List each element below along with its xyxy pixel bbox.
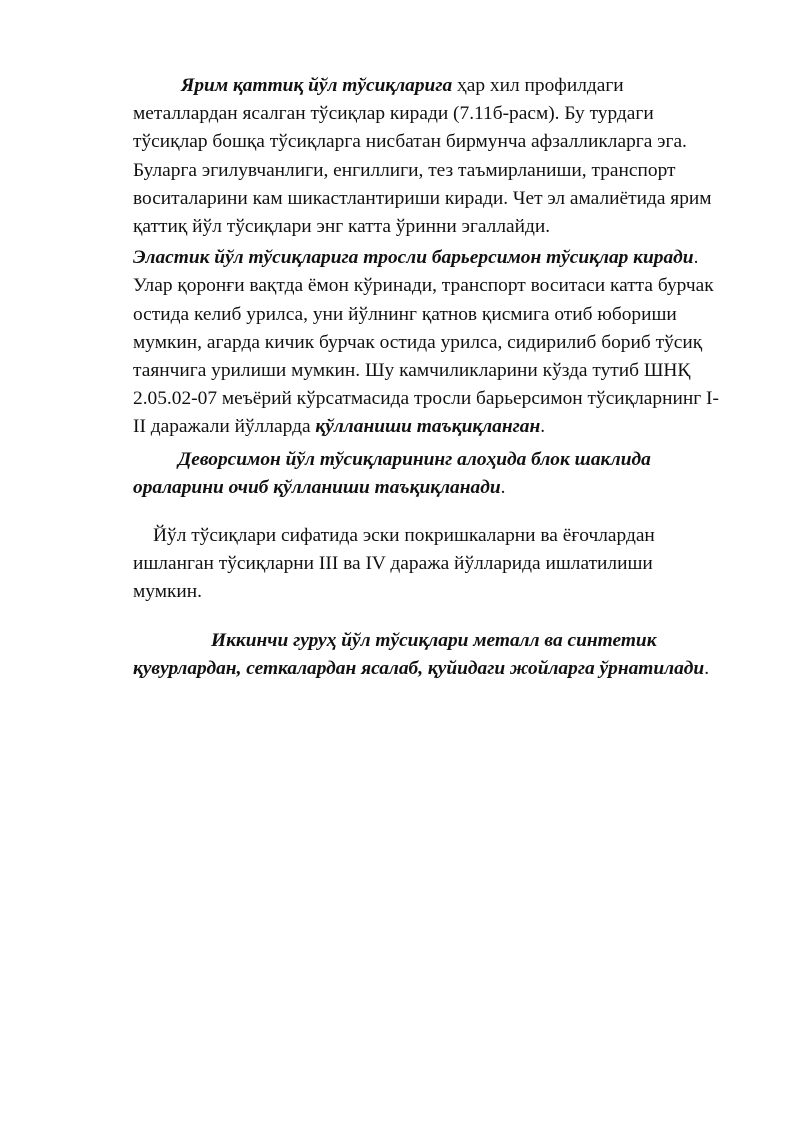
emphasized-term: Иккинчи гуруҳ йўл тўсиқлари металл ва синтетик қувурлардан, сеткалардан ясалаб, қуйидаги жойларга ўрнатилади bbox=[133, 629, 705, 679]
paragraph-text: ҳар хил профилдаги металлардан ясалган тўсиқлар киради (7.11б-расм). Бу турдаги тўсиқлар бошқа тўсиқларга нисбатан бирмунча афзалликларга эга. Буларга эгилувчанлиги, енгиллиги, тез таъмирланиши, транспорт воситаларини кам шикастлантириши киради. Чет эл амалиётида ярим қаттиқ йўл тўсиқлари энг катта ўринни эгаллайди. bbox=[133, 75, 712, 238]
paragraph-semi-rigid-barriers bbox=[133, 72, 723, 241]
paragraph-wall-barriers bbox=[133, 446, 723, 502]
paragraph-tail: . bbox=[500, 476, 506, 498]
paragraph-tail: . bbox=[540, 416, 546, 438]
document-body bbox=[133, 72, 723, 683]
emphasized-term: Ярим қаттиқ йўл тўсиқларига bbox=[181, 75, 453, 96]
paragraph-text: Йўл тўсиқлари сифатида эски покришкаларни ва ёғочлардан ишланган тўсиқларни III ва IV даража йўлларида ишлатилиши мумкин. bbox=[133, 525, 655, 603]
paragraph-text: . Улар қоронғи вақтда ёмон кўринади, транспорт воситаси катта бурчак остида келиб урилса, уни йўлнинг қатнов қисмига отиб юбориши мумкин, агарда кичик бурчак остида урилса, сидирилиб бориб тўсиқ таянчига урилиши мумкин. Шу камчиликларини кўзда тутиб ШНҚ 2.05.02-07 меъёрий кўрсатмасида тросли барьерсимон тўсиқларнинг I-II даражали йўлларда bbox=[133, 247, 719, 438]
paragraph-tail: . bbox=[704, 657, 710, 679]
paragraph-elastic-barriers bbox=[133, 244, 723, 441]
paragraph-second-group bbox=[133, 627, 723, 683]
paragraph-tire-barriers bbox=[133, 522, 723, 607]
emphasized-term: Эластик йўл тўсиқларига тросли барьерсимон тўсиқлар киради bbox=[133, 247, 694, 269]
emphasized-term: Деворсимон йўл тўсиқларининг алоҳида блок шаклида ораларини очиб қўлланиши таъқиқланади bbox=[133, 448, 651, 498]
emphasized-phrase: қўлланиши таъқиқланган bbox=[315, 416, 541, 438]
